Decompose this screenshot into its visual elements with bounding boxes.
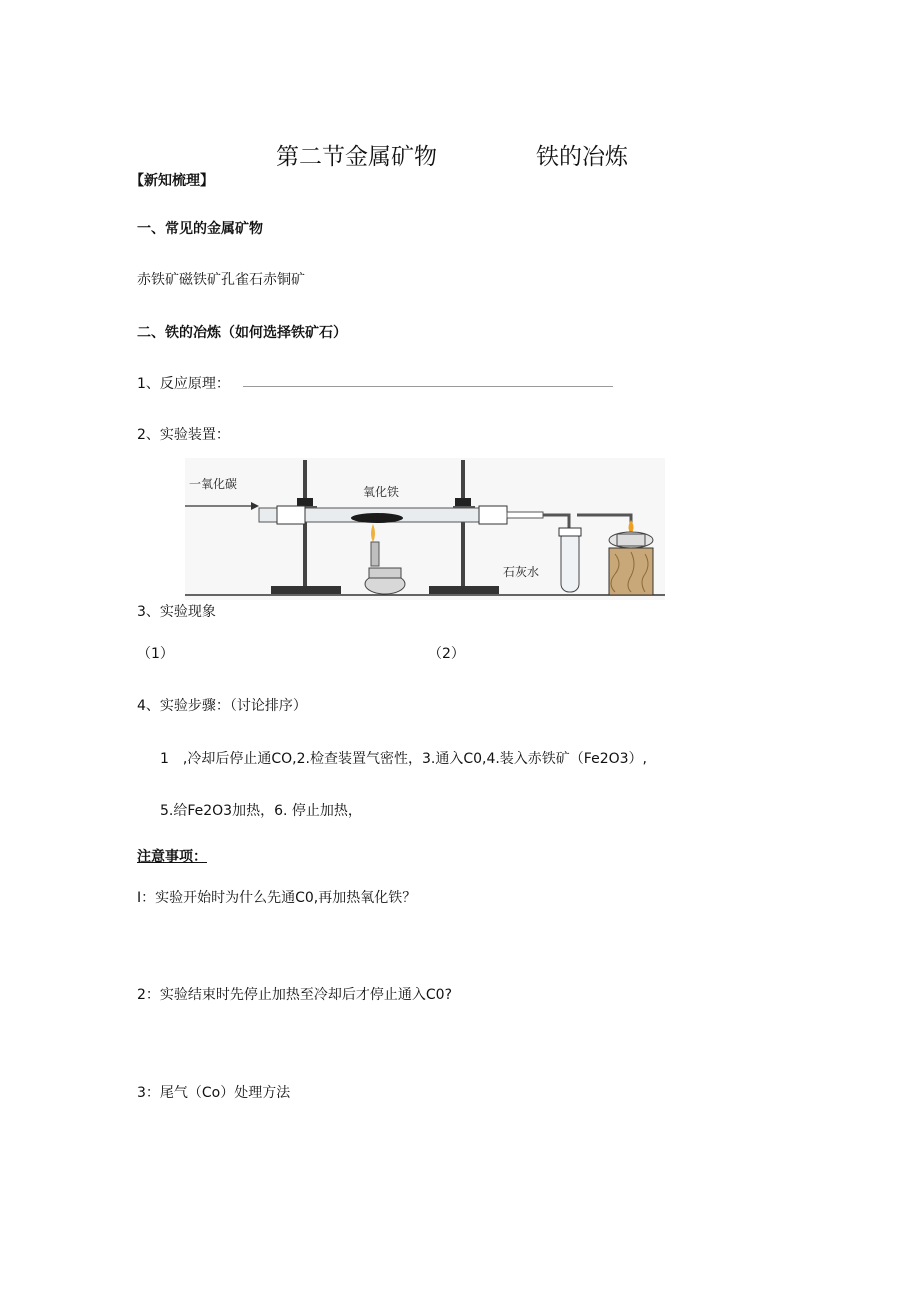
label-fe2o3: 氧化铁 [363, 485, 400, 499]
note-question-1: I：实验开始时为什么先通C0,再加热氧化铁？ [137, 890, 417, 906]
item1-label: 1、反应原理： [137, 376, 230, 392]
observation-1: （1） [137, 646, 174, 662]
limewater-test-tube [559, 528, 581, 592]
item4-label: 4、实验步骤：（讨论排序） [137, 698, 307, 714]
title-part2: 铁的冶炼 [536, 144, 628, 170]
observation-2: （2） [428, 646, 465, 662]
notes-heading: 注意事项： [137, 849, 207, 865]
section1-heading: 一、常见的金属矿物 [137, 221, 263, 237]
title-part1: 第二节金属矿物 [276, 144, 437, 170]
item3-label: 3、实验现象 [137, 604, 216, 620]
steps-line-1: 1 ,冷却后停止通CO,2.检查装置气密性，3.通入C0,4.装入赤铁矿（Fe2O3）, [160, 751, 647, 767]
apparatus-diagram [185, 458, 665, 600]
steps-line-2: 5.给Fe2O3加热，6. 停止加热， [160, 803, 362, 819]
item2-label: 2、实验装置： [137, 427, 230, 443]
glass-tube [259, 506, 543, 524]
note-question-3: 3：尾气（Co）处理方法 [137, 1085, 291, 1101]
answer-blank-line [243, 386, 613, 387]
section2-heading: 二、铁的冶炼（如何选择铁矿石） [137, 325, 347, 341]
iron-oxide-powder [351, 513, 403, 523]
section1-content: 赤铁矿磁铁矿孔雀石赤铜矿 [137, 272, 305, 288]
note-question-2: 2：实验结束时先停止加热至冷却后才停止通入C0? [137, 987, 453, 1003]
new-knowledge-heading: 【新知梳理】 [130, 173, 214, 189]
label-limewater: 石灰水 [503, 565, 540, 579]
label-co: 一氧化碳 [189, 477, 238, 491]
